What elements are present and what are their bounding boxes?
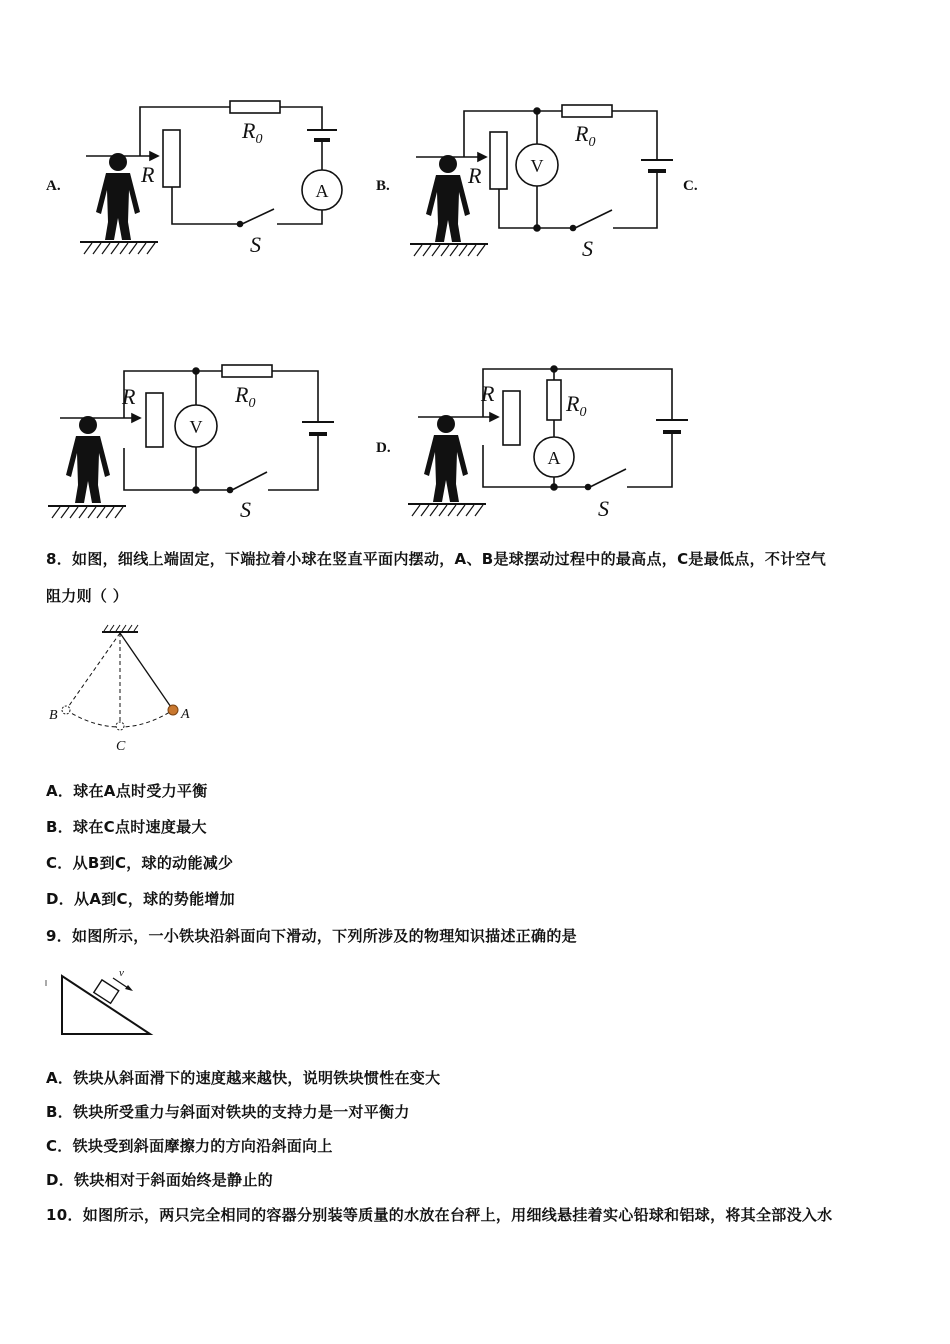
label-s: S bbox=[582, 236, 593, 261]
q8-option-c: C．从B到C，球的动能减少 bbox=[46, 854, 234, 872]
q8-option-b: B．球在C点时速度最大 bbox=[46, 818, 207, 836]
q10-stem: 10．如图所示，两只完全相同的容器分别装等质量的水放在台秤上，用细线悬挂着实心铅球和铝球，将其全部没入水 bbox=[46, 1206, 833, 1224]
label-s: S bbox=[250, 232, 261, 257]
pendulum-figure bbox=[40, 622, 210, 762]
voltmeter-label: V bbox=[189, 417, 203, 437]
label-r: R bbox=[481, 381, 495, 406]
pendulum-label-a: A bbox=[181, 707, 190, 722]
voltmeter-label: V bbox=[530, 156, 544, 176]
q7-circuits-figure bbox=[0, 0, 950, 540]
label-s: S bbox=[240, 497, 251, 522]
q8-option-d: D．从A到C，球的势能增加 bbox=[46, 890, 235, 908]
label-r: R bbox=[468, 163, 482, 188]
label-r: R bbox=[141, 162, 155, 187]
label-r0: $R_0$ bbox=[575, 121, 596, 150]
incline-figure bbox=[40, 962, 170, 1042]
q9-option-d: D．铁块相对于斜面始终是静止的 bbox=[46, 1171, 273, 1189]
circuit-b bbox=[410, 105, 673, 256]
q9-stem: 9．如图所示，一小铁块沿斜面向下滑动，下列所涉及的物理知识描述正确的是 bbox=[46, 927, 577, 945]
q8-stem-line1: 8．如图，细线上端固定，下端拉着小球在竖直平面内摆动，A、B是球摆动过程中的最高点，C是最低点，不计空气 bbox=[46, 550, 827, 568]
circuit-c bbox=[48, 365, 334, 518]
pendulum-label-c: C bbox=[116, 739, 126, 754]
q8-option-a: A．球在A点时受力平衡 bbox=[46, 782, 208, 800]
option-b-label: B. bbox=[376, 178, 390, 194]
label-s: S bbox=[598, 496, 609, 521]
circuit-a bbox=[80, 101, 342, 254]
q9-option-a: A．铁块从斜面滑下的速度越来越快，说明铁块惯性在变大 bbox=[46, 1069, 441, 1087]
option-a-label: A. bbox=[46, 178, 61, 194]
pendulum-label-b: B bbox=[49, 708, 58, 723]
ammeter-label: A bbox=[315, 181, 329, 201]
option-d-label: D. bbox=[376, 440, 391, 456]
q9-option-b: B．铁块所受重力与斜面对铁块的支持力是一对平衡力 bbox=[46, 1103, 410, 1121]
velocity-label: v bbox=[119, 967, 124, 979]
label-r0: $R_0$ bbox=[242, 118, 263, 147]
label-r0: $R_0$ bbox=[235, 382, 256, 411]
circuit-d bbox=[408, 366, 688, 516]
label-r: R bbox=[122, 384, 136, 409]
q9-option-c: C．铁块受到斜面摩擦力的方向沿斜面向上 bbox=[46, 1137, 333, 1155]
ammeter-label: A bbox=[547, 448, 561, 468]
option-c-label: C. bbox=[683, 178, 698, 194]
label-r0: $R_0$ bbox=[566, 391, 587, 420]
q8-stem-line2: 阻力则（ ） bbox=[46, 587, 129, 605]
